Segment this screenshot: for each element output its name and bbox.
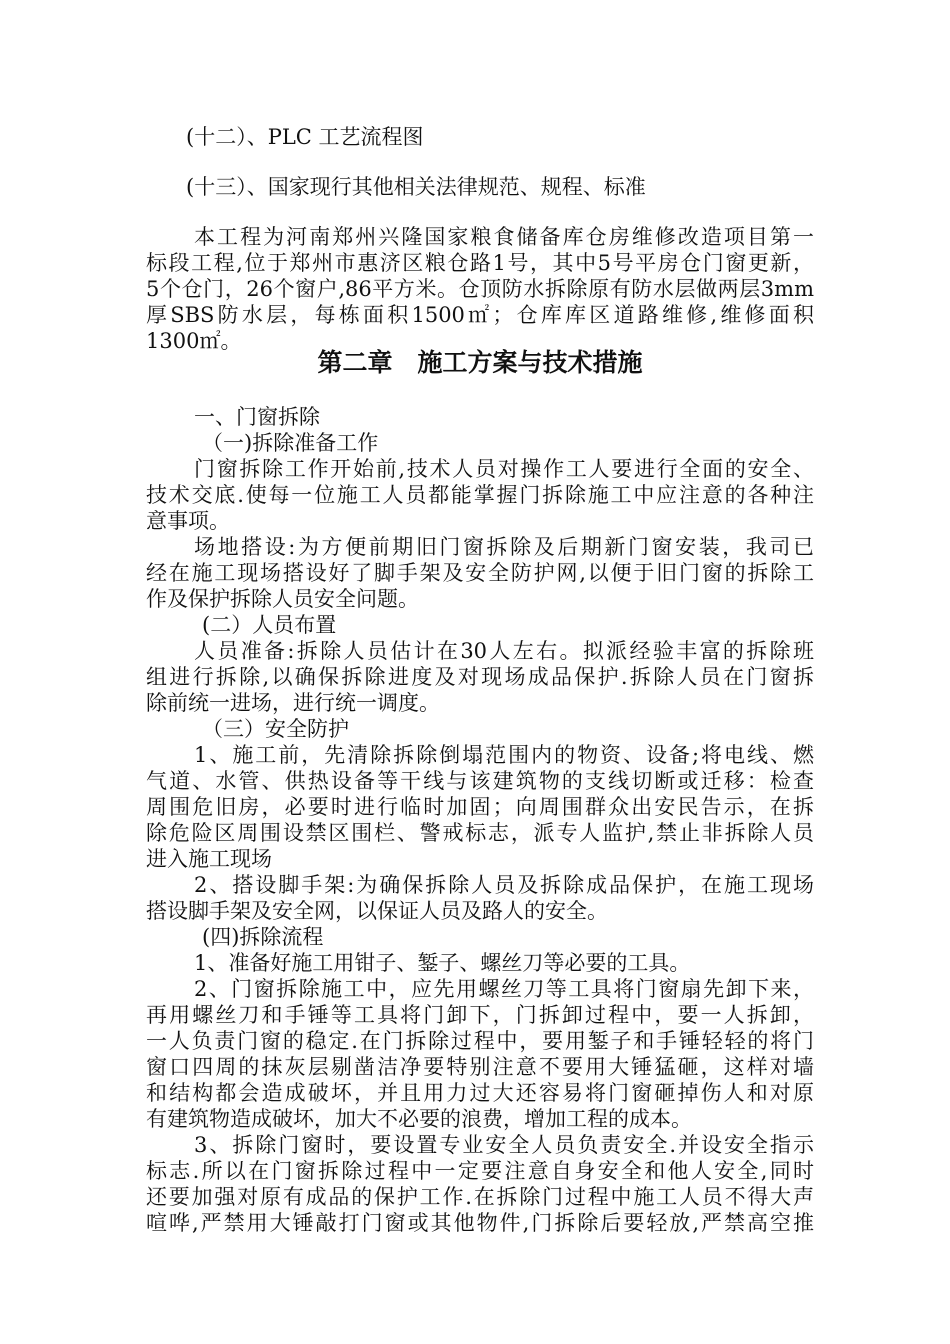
- paragraph-line: 再用螺丝刀和手锤等工具将门卸下，门拆卸过程中，要一人拆卸，: [146, 1003, 814, 1027]
- paragraph-line: 门窗拆除工作开始前,技术人员对操作工人要进行全面的安全、: [194, 457, 814, 481]
- subsection-heading: (二）人员布置: [202, 613, 337, 637]
- intro-line: 标段工程,位于郑州市惠济区粮仓路1号，其中5号平房仓门窗更新，: [146, 251, 814, 275]
- paragraph-line: 喧哗,严禁用大锤敲打门窗或其他物件,门拆除后要轻放,严禁高空推: [146, 1211, 814, 1235]
- intro-line: 厚SBS防水层，每栋面积1500㎡；仓库库区道路维修,维修面积: [146, 303, 814, 327]
- intro-line: 本工程为河南郑州兴隆国家粮食储备库仓房维修改造项目第一: [194, 225, 814, 249]
- paragraph-line: 进入施工现场: [146, 847, 272, 871]
- paragraph-line: 1、施工前，先清除拆除倒塌范围内的物资、设备;将电线、燃: [194, 743, 814, 767]
- subsection-heading: (四)拆除流程: [202, 925, 324, 949]
- paragraph-line: 气道、水管、供热设备等干线与该建筑物的支线切断或迁移：检查: [146, 769, 814, 793]
- intro-line: 1300㎡。: [146, 329, 242, 353]
- paragraph-line: 1、准备好施工用钳子、錾子、螺丝刀等必要的工具。: [194, 951, 691, 975]
- paragraph-line: 有建筑物造成破坏，加大不必要的浪费，增加工程的成本。: [146, 1107, 692, 1131]
- subsection-heading: （三）安全防护: [202, 717, 349, 741]
- paragraph-line: 2、门窗拆除施工中，应先用螺丝刀等工具将门窗扇先卸下来，: [194, 977, 814, 1001]
- section-heading: 一、门窗拆除: [194, 405, 320, 429]
- paragraph-line: 经在施工现场搭设好了脚手架及安全防护网,以便于旧门窗的拆除工: [146, 561, 814, 585]
- chapter-title: 第二章 施工方案与技术措施: [317, 348, 643, 377]
- paragraph-line: 3、拆除门窗时，要设置专业安全人员负责安全.并设安全指示: [194, 1133, 814, 1157]
- paragraph-line: 2、搭设脚手架:为确保拆除人员及拆除成品保护，在施工现场: [194, 873, 814, 897]
- paragraph-line: 周围危旧房，必要时进行临时加固；向周围群众出安民告示，在拆: [146, 795, 814, 819]
- reference-item-13: (十三）、国家现行其他相关法律规范、规程、标准: [186, 175, 646, 199]
- paragraph-line: 窗口四周的抹灰层剔凿洁净要特别注意不要用大锤猛砸，这样对墙: [146, 1055, 814, 1079]
- paragraph-line: 除前统一进场，进行统一调度。: [146, 691, 440, 715]
- paragraph-line: 组进行拆除,以确保拆除进度及对现场成品保护.拆除人员在门窗拆: [146, 665, 814, 689]
- paragraph-line: 一人负责门窗的稳定.在门拆除过程中，要用錾子和手锤轻轻的将门: [146, 1029, 814, 1053]
- paragraph-line: 场地搭设:为方便前期旧门窗拆除及后期新门窗安装，我司已: [194, 535, 814, 559]
- paragraph-line: 技术交底.使每一位施工人员都能掌握门拆除施工中应注意的各种注: [146, 483, 814, 507]
- paragraph-line: 除危险区周围设禁区围栏、警戒标志，派专人监护,禁止非拆除人员: [146, 821, 814, 845]
- paragraph-line: 作及保护拆除人员安全问题。: [146, 587, 419, 611]
- paragraph-line: 搭设脚手架及安全网，以保证人员及路人的安全。: [146, 899, 608, 923]
- paragraph-line: 标志.所以在门窗拆除过程中一定要注意自身安全和他人安全,同时: [146, 1159, 814, 1183]
- reference-item-12: (十二）、PLC 工艺流程图: [186, 125, 424, 149]
- subsection-heading: （一)拆除准备工作: [202, 431, 379, 455]
- intro-line: 5个仓门，26个窗户,86平方米。仓顶防水拆除原有防水层做两层3mm: [146, 277, 814, 301]
- paragraph-line: 还要加强对原有成品的保护工作.在拆除门过程中施工人员不得大声: [146, 1185, 814, 1209]
- paragraph-line: 人员准备:拆除人员估计在30人左右。拟派经验丰富的拆除班: [194, 639, 814, 663]
- paragraph-line: 意事项。: [146, 509, 230, 533]
- paragraph-line: 和结构都会造成破坏，并且用力过大还容易将门窗砸掉伤人和对原: [146, 1081, 814, 1105]
